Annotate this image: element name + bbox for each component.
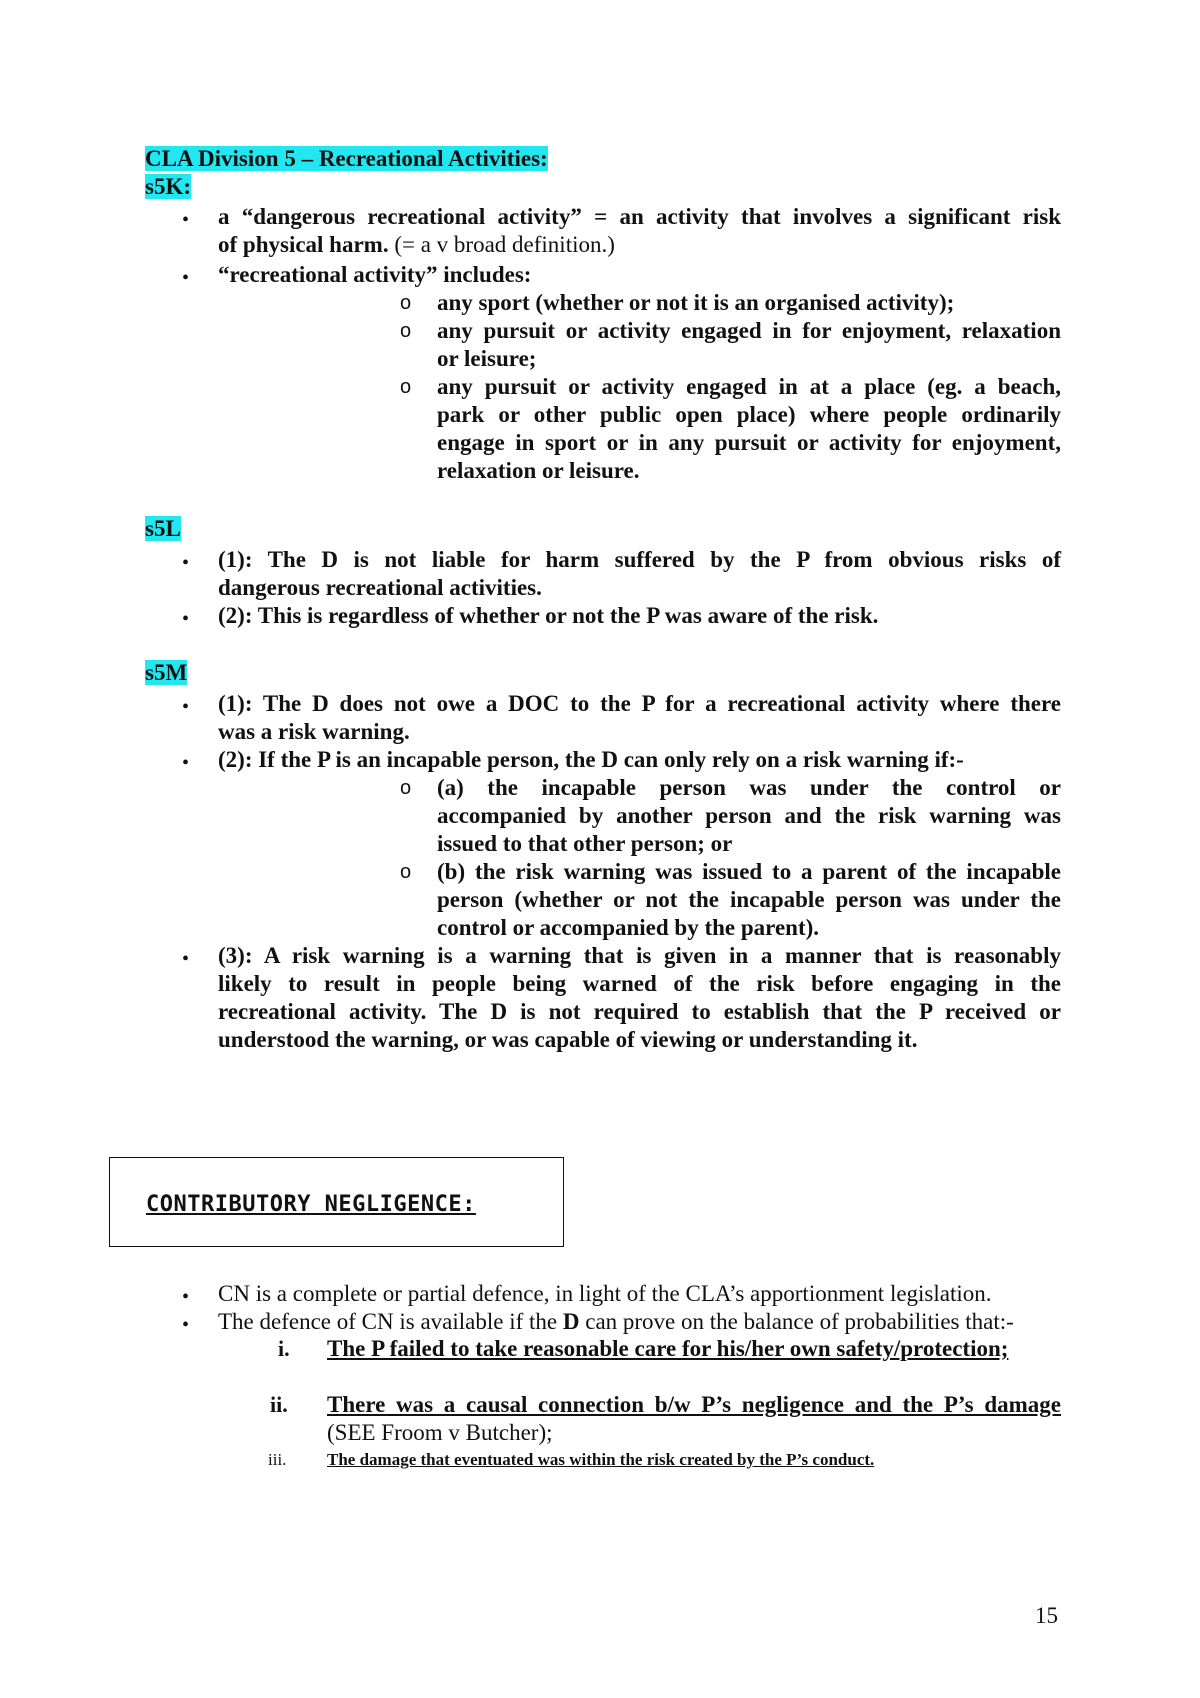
s5l-bullet1-line1: (1): The D is not liable for harm suffered by the P from obvious risks of — [218, 547, 1061, 572]
sub-bullet-o: o — [400, 320, 412, 342]
s5l-bullet1-line2: dangerous recreational activities. — [218, 575, 542, 600]
cn-item1-text: The P failed to take reasonable care for his/her own safety/protection; — [327, 1336, 1009, 1361]
s5k-label: s5K: — [145, 174, 191, 199]
section-heading — [145, 145, 548, 173]
s5k-sub3-line3: engage in sport or in any pursuit or activity for enjoyment, — [437, 430, 1061, 455]
bullet-dot: • — [182, 209, 190, 231]
sub-bullet-o: o — [400, 376, 412, 398]
s5m-bullet3-line3: recreational activity. The D is not required to establish that the P received or — [218, 999, 1061, 1024]
s5m-bullet3-line4: understood the warning, or was capable of viewing or understanding it. — [218, 1027, 918, 1052]
bullet-dot: • — [182, 752, 190, 774]
s5m-suba-line3: issued to that other person; or — [437, 831, 733, 856]
s5k-sub3-line4: relaxation or leisure. — [437, 458, 640, 483]
cn-item1-num: i. — [278, 1336, 290, 1361]
s5k-sub3-line1: any pursuit or activity engaged in at a place (eg. a beach, — [437, 374, 1061, 399]
bullet-dot: • — [182, 948, 190, 970]
s5m-subb-line1: (b) the risk warning was issued to a parent of the incapable — [437, 859, 1061, 884]
cn-bullet2: The defence of CN is available if the D can prove on the balance of probabilities that:- — [218, 1309, 1014, 1334]
s5k-bullet1-line1: a “dangerous recreational activity” = an activity that involves a significant risk — [218, 204, 1061, 229]
s5m-bullet3-line2: likely to result in people being warned of the risk before engaging in the — [218, 971, 1061, 996]
sub-bullet-o: o — [400, 292, 412, 314]
s5m-suba-line1: (a) the incapable person was under the control or — [437, 775, 1061, 800]
s5m-label: s5M — [145, 660, 188, 685]
s5k-sub1: any sport (whether or not it is an organised activity); — [437, 290, 955, 315]
bullet-dot: • — [182, 552, 190, 574]
s5m-bullet2: (2): If the P is an incapable person, the D can only rely on a risk warning if:- — [218, 747, 964, 772]
cn-item2-text: There was a causal connection b/w P’s negligence and the P’s damage — [327, 1392, 1061, 1417]
s5l-bullet2: (2): This is regardless of whether or not the P was aware of the risk. — [218, 603, 879, 628]
cn-item2-num: ii. — [270, 1392, 288, 1417]
bullet-dot: • — [182, 267, 190, 289]
cn-item3-text: The damage that eventuated was within the risk created by the P’s conduct. — [327, 1450, 875, 1469]
cn-bullet1: CN is a complete or partial defence, in light of the CLA’s apportionment legislation. — [218, 1281, 992, 1306]
s5k-sub3-line2: park or other public open place) where people ordinarily — [437, 402, 1061, 427]
s5k-sub2-line1: any pursuit or activity engaged in for enjoyment, relaxation — [437, 318, 1061, 343]
s5m-bullet3-line1: (3): A risk warning is a warning that is given in a manner that is reasonably — [218, 943, 1061, 968]
s5m-bullet1-line1: (1): The D does not owe a DOC to the P for a recreational activity where there — [218, 691, 1061, 716]
cn-item2-sub: (SEE Froom v Butcher); — [327, 1420, 553, 1445]
bullet-dot: • — [182, 1314, 190, 1336]
cn-heading-box — [109, 1157, 564, 1247]
s5m-subb-line3: control or accompanied by the parent). — [437, 915, 820, 940]
s5k-sub2-line2: or leisure; — [437, 346, 537, 371]
s5m-suba-line2: accompanied by another person and the risk warning was — [437, 803, 1061, 828]
s5k-bullet1-line2: of physical harm. (= a v broad definition.) — [218, 232, 615, 257]
s5l-label: s5L — [145, 516, 181, 541]
sub-bullet-o: o — [400, 861, 412, 883]
cn-title: CONTRIBUTORY NEGLIGENCE: — [146, 1192, 476, 1217]
section-heading-text: CLA Division 5 – Recreational Activities: — [145, 146, 548, 171]
bullet-dot: • — [182, 696, 190, 718]
sub-bullet-o: o — [400, 777, 412, 799]
s5k-bullet2: “recreational activity” includes: — [218, 262, 532, 287]
s5m-bullet1-line2: was a risk warning. — [218, 719, 410, 744]
bullet-dot: • — [182, 1286, 190, 1308]
s5m-subb-line2: person (whether or not the incapable person was under the — [437, 887, 1061, 912]
cn-item3-num: iii. — [268, 1450, 287, 1469]
page-number: 15 — [1035, 1603, 1058, 1628]
bullet-dot: • — [182, 608, 190, 630]
